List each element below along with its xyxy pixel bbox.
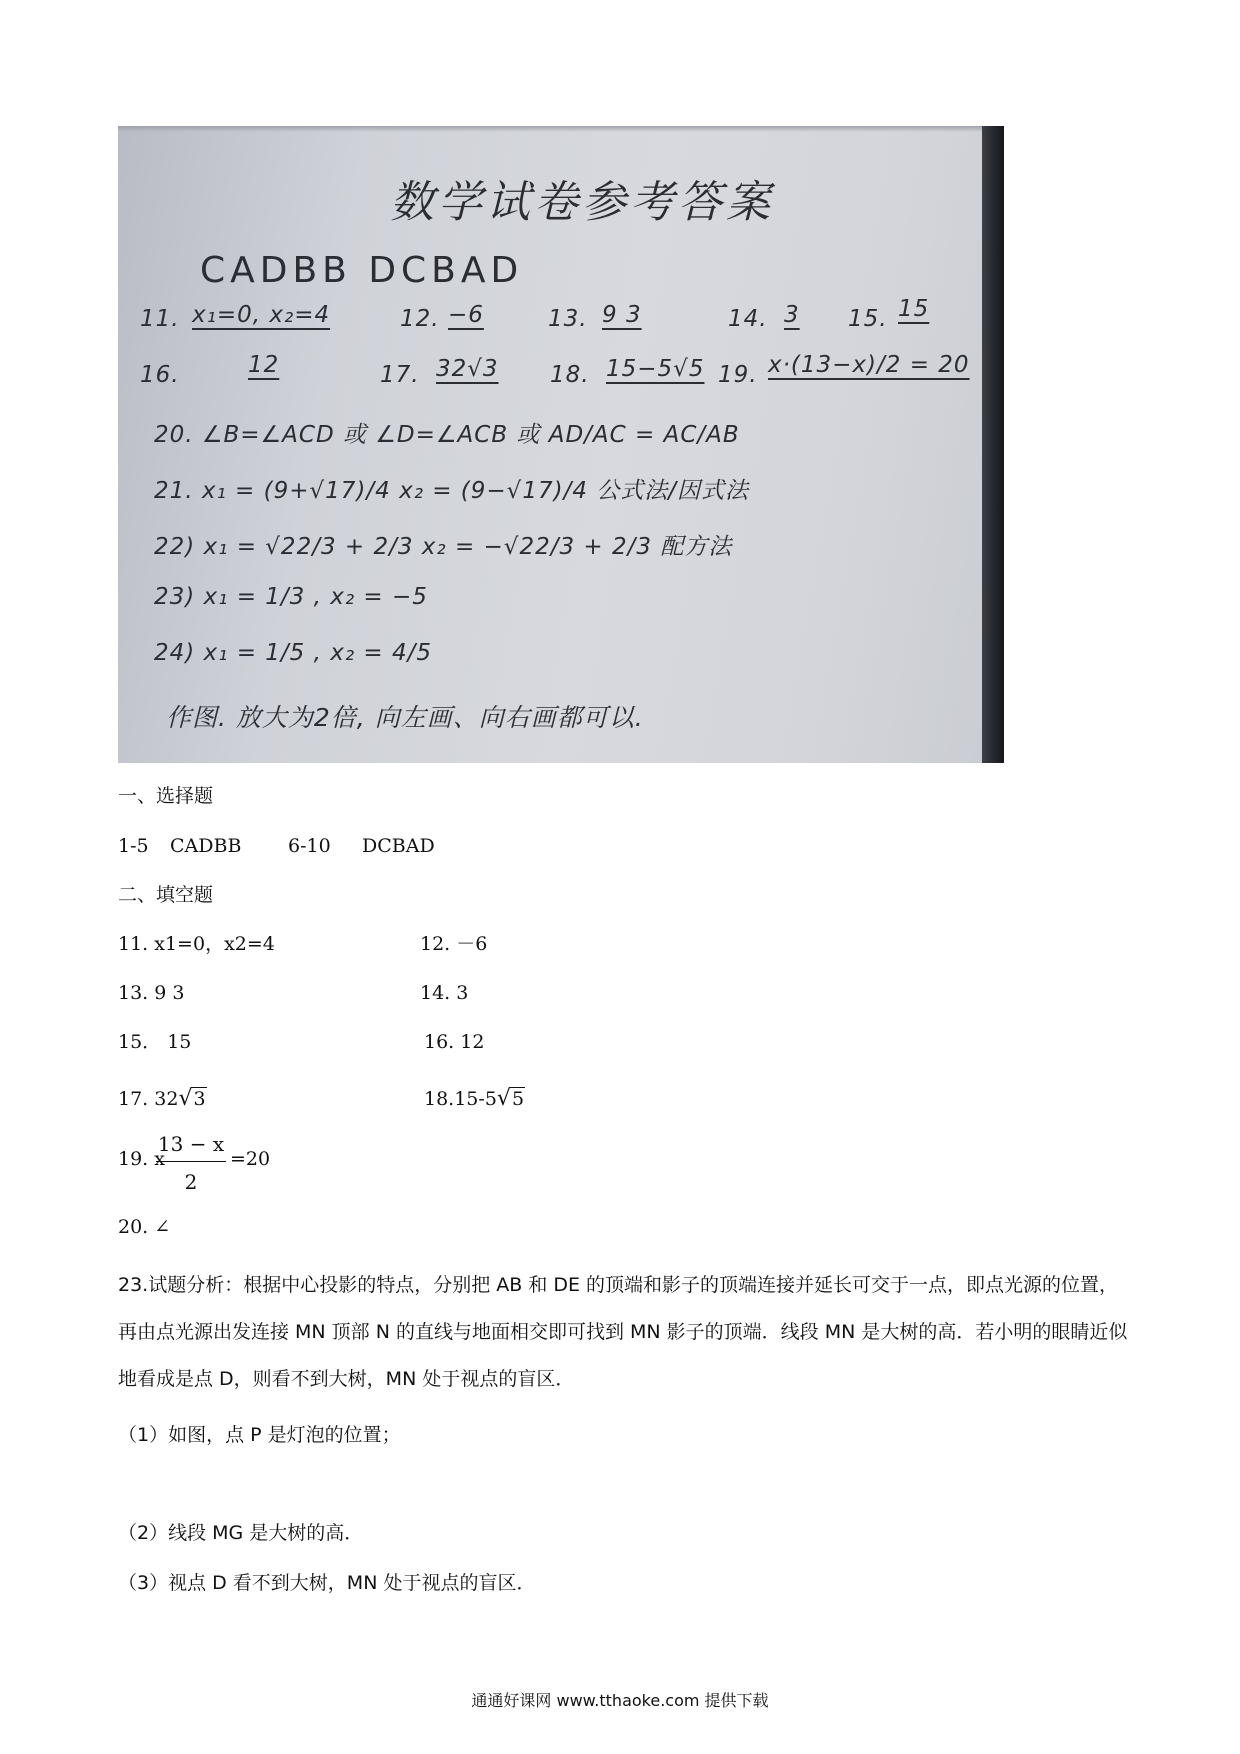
section-multiple-choice-heading: 一、选择题 xyxy=(118,785,214,807)
answer-12: 12. －6 xyxy=(420,933,488,955)
hw-answer-16: 12 xyxy=(248,352,280,378)
sqrt-symbol: √5 xyxy=(496,1086,525,1111)
answer-19-prefix: 19. x xyxy=(118,1148,165,1170)
fraction-denominator: 2 xyxy=(184,1170,198,1194)
mc-range-1-5: 1-5 xyxy=(118,835,149,857)
answer-19-suffix: =20 xyxy=(230,1148,271,1170)
answer-18-label: 18.15-5 xyxy=(424,1088,497,1110)
hw-answer-13: 9 3 xyxy=(602,302,642,328)
hw-answer-12: −6 xyxy=(448,302,484,328)
hw-label-11: 11. xyxy=(140,306,180,332)
answer-17-radicand: 3 xyxy=(193,1088,206,1110)
hw-label-13: 13. xyxy=(548,306,588,332)
answer-23-part-2: （2）线段 MG 是大树的高． xyxy=(118,1522,364,1544)
section-fill-blank-heading: 二、填空题 xyxy=(118,884,214,906)
answer-23-part-1: （1）如图，点 P 是灯泡的位置； xyxy=(118,1424,401,1446)
mc-answers-6-10: DCBAD xyxy=(362,835,435,857)
sqrt-symbol: √3 xyxy=(178,1086,206,1111)
answer-13: 13. 9 3 xyxy=(118,982,185,1004)
hw-answer-11: x₁=0, x₂=4 xyxy=(192,302,331,328)
hw-answer-21: 21. x₁ = (9+√17)/4 x₂ = (9−√17)/4 公式法/因式法 xyxy=(154,478,750,504)
hw-label-12: 12. xyxy=(400,306,440,332)
hw-answer-17: 32√3 xyxy=(436,356,499,382)
hw-answer-18: 15−5√5 xyxy=(606,356,705,382)
hw-answer-drawing: 作图. 放大为2倍, 向左画、向右画都可以. xyxy=(166,703,644,732)
hw-label-16: 16. xyxy=(140,362,180,388)
mc-range-6-10: 6-10 xyxy=(288,835,331,857)
hw-answer-15: 15 xyxy=(898,296,930,322)
page-footer: 通通好课网 www.tthaoke.com 提供下载 xyxy=(471,1691,769,1710)
answer-11: 11. x1=0，x2=4 xyxy=(118,933,275,955)
hw-label-19: 19. xyxy=(718,362,758,388)
hw-answer-19: x·(13−x)/2 = 20 xyxy=(768,352,970,378)
answer-23-analysis: 23.试题分析：根据中心投影的特点，分别把 AB 和 DE 的顶端和影子的顶端连接并延长可交于一点，即点光源的位置，再由点光源出发连接 MN 顶部 N 的直线与地面相交即可找到 MN 影子的顶端．线段 MN 是大树的高．若小明的眼睛近似地看成是点 D，则看不到大树，MN 处于视点的盲区． xyxy=(118,1274,1128,1390)
fraction-numerator: 13 − x xyxy=(157,1132,225,1156)
answer-18 xyxy=(424,1088,525,1110)
hw-label-14: 14. xyxy=(728,306,768,332)
answer-20: 20. ∠ xyxy=(118,1216,171,1238)
answer-17 xyxy=(118,1088,207,1110)
answer-23-part-3: （3）视点 D 看不到大树，MN 处于视点的盲区． xyxy=(118,1572,536,1594)
handwritten-multiple-choice: CADBB DCBAD xyxy=(200,250,524,291)
mc-answers-1-5: CADBB xyxy=(170,835,242,857)
hw-answer-24: 24) x₁ = 1/5 , x₂ = 4/5 xyxy=(154,640,432,666)
hw-answer-20: 20. ∠B=∠ACD 或 ∠D=∠ACB 或 AD/AC = AC/AB xyxy=(154,422,740,448)
answer-17-label: 17. 32 xyxy=(118,1088,179,1110)
answer-key-photo xyxy=(118,126,1004,763)
answer-18-radicand: 5 xyxy=(511,1088,525,1110)
hw-label-18: 18. xyxy=(550,362,590,388)
answer-14: 14. 3 xyxy=(420,982,469,1004)
hw-answer-23: 23) x₁ = 1/3 , x₂ = −5 xyxy=(154,584,428,610)
hw-label-15: 15. xyxy=(848,306,888,332)
photo-dark-edge xyxy=(982,126,1004,763)
hw-label-17: 17. xyxy=(380,362,420,388)
hw-answer-14: 3 xyxy=(784,302,800,328)
photo-shadow-top xyxy=(118,126,1004,132)
answer-19-fraction xyxy=(156,1132,226,1194)
answer-16: 16. 12 xyxy=(424,1031,485,1053)
handwritten-title: 数学试卷参考答案 xyxy=(390,177,774,228)
hw-answer-22: 22) x₁ = √22/3 + 2/3 x₂ = −√22/3 + 2/3 配方法 xyxy=(154,534,733,560)
answer-15: 15． 15 xyxy=(118,1031,192,1053)
